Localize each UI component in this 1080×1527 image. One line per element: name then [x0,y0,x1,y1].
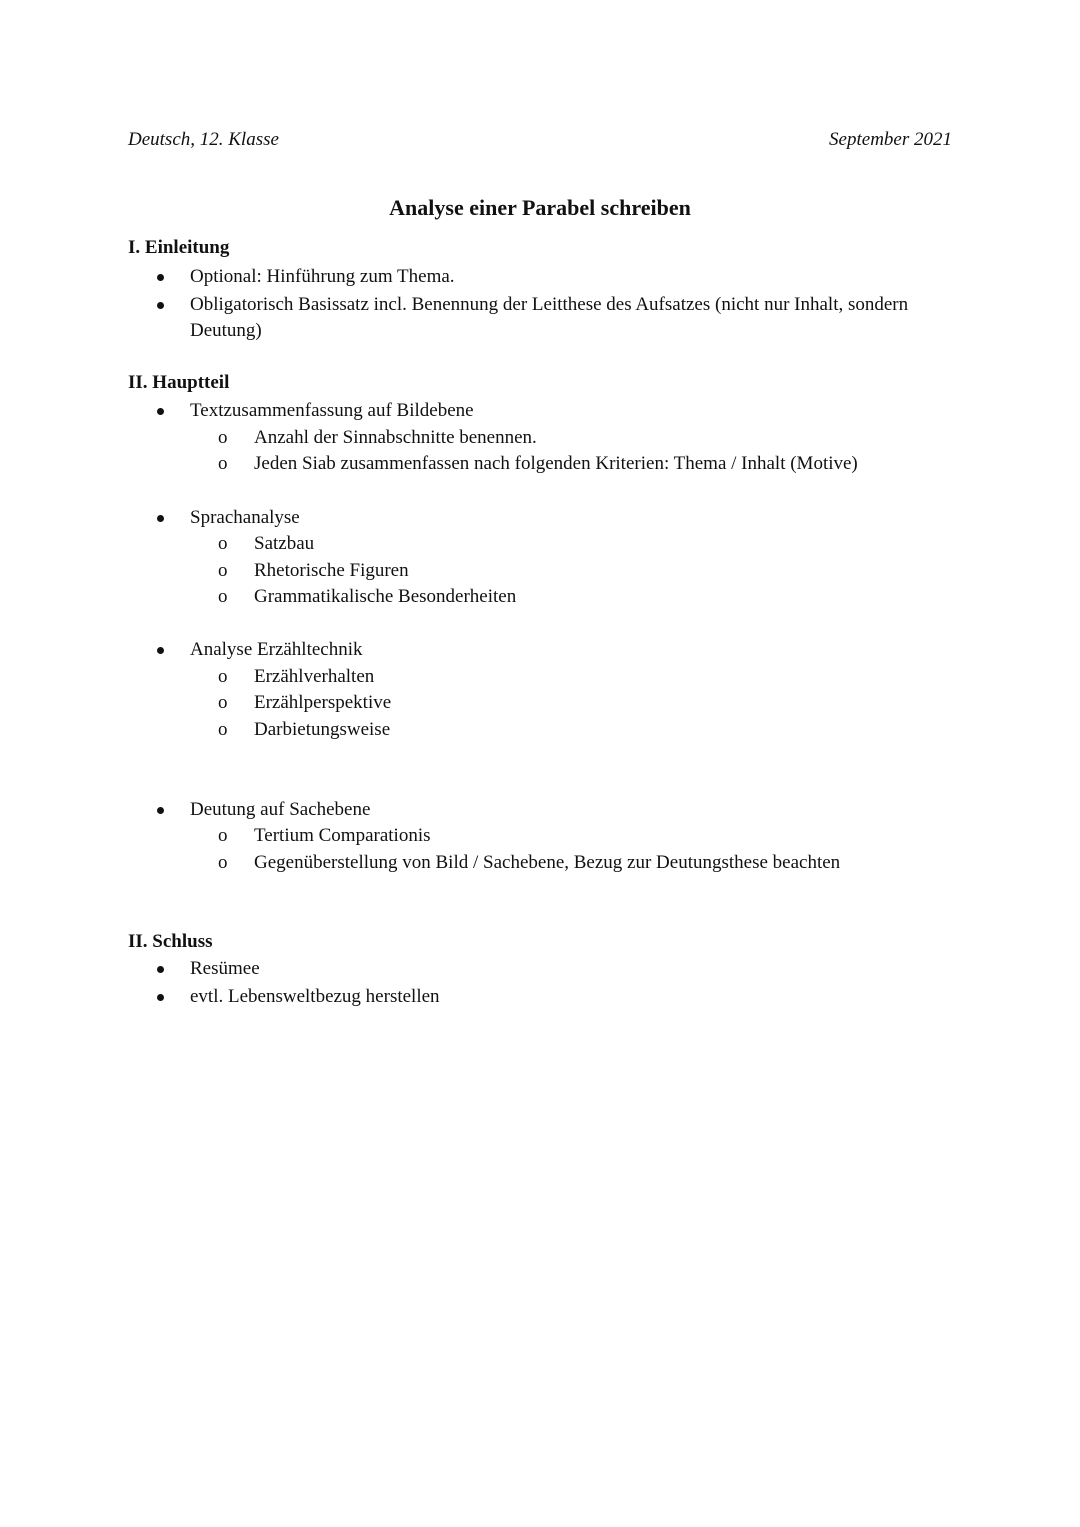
bullet-icon [157,807,164,814]
sub-list-item-text: Anzahl der Sinnabschnitte benennen. [254,427,537,448]
circle-bullet-icon: o [218,427,228,448]
list-item-text: Obligatorisch Basissatz incl. Benennung der Leitthese des Aufsatzes (nicht nur Inhalt, sondern Deutung) [190,294,909,341]
circle-bullet-icon: o [218,586,228,607]
sub-list-item-text: Erzählperspektive [254,692,392,713]
bullet-icon [157,994,164,1001]
circle-bullet-icon: o [218,666,228,687]
header-subject: Deutsch, 12. Klasse [128,129,279,150]
list-item-text: Analyse Erzähltechnik [190,639,363,660]
sub-list-item-text: Rhetorische Figuren [254,560,409,581]
circle-bullet-icon: o [218,533,228,554]
bullet-icon [157,647,164,654]
header-date: September 2021 [829,129,952,150]
circle-bullet-icon: o [218,692,228,713]
bullet-icon [157,966,164,973]
list-item-text: Optional: Hinführung zum Thema. [190,266,455,287]
circle-bullet-icon: o [218,719,228,740]
bullet-icon [157,302,164,309]
bullet-icon [157,408,164,415]
section-heading-einleitung: I. Einleitung [128,237,230,258]
sub-list-item-text: Jeden Siab zusammenfassen nach folgenden Kriterien: Thema / Inhalt (Motive) [254,453,858,474]
list-item-text: Sprachanalyse [190,507,300,528]
sub-list-item-text: Tertium Comparationis [254,825,431,846]
sub-list-item-text: Satzbau [254,533,315,554]
bullet-icon [157,515,164,522]
sub-list-item-text: Gegenüberstellung von Bild / Sachebene, Bezug zur Deutungsthese beachten [254,852,841,873]
list-item-text: Deutung auf Sachebene [190,799,371,820]
section-heading-hauptteil: II. Hauptteil [128,372,230,393]
list-item-text: Resümee [190,958,260,979]
circle-bullet-icon: o [218,825,228,846]
document-title: Analyse einer Parabel schreiben [389,195,691,220]
bullet-icon [157,274,164,281]
sub-list-item-text: Erzählverhalten [254,666,375,687]
section-heading-schluss: II. Schluss [128,931,213,952]
circle-bullet-icon: o [218,453,228,474]
sub-list-item-text: Darbietungsweise [254,719,391,740]
circle-bullet-icon: o [218,560,228,581]
circle-bullet-icon: o [218,852,228,873]
list-item-text: Textzusammenfassung auf Bildebene [190,400,474,421]
list-item-text: evtl. Lebensweltbezug herstellen [190,986,440,1007]
sub-list-item-text: Grammatikalische Besonderheiten [254,586,517,607]
